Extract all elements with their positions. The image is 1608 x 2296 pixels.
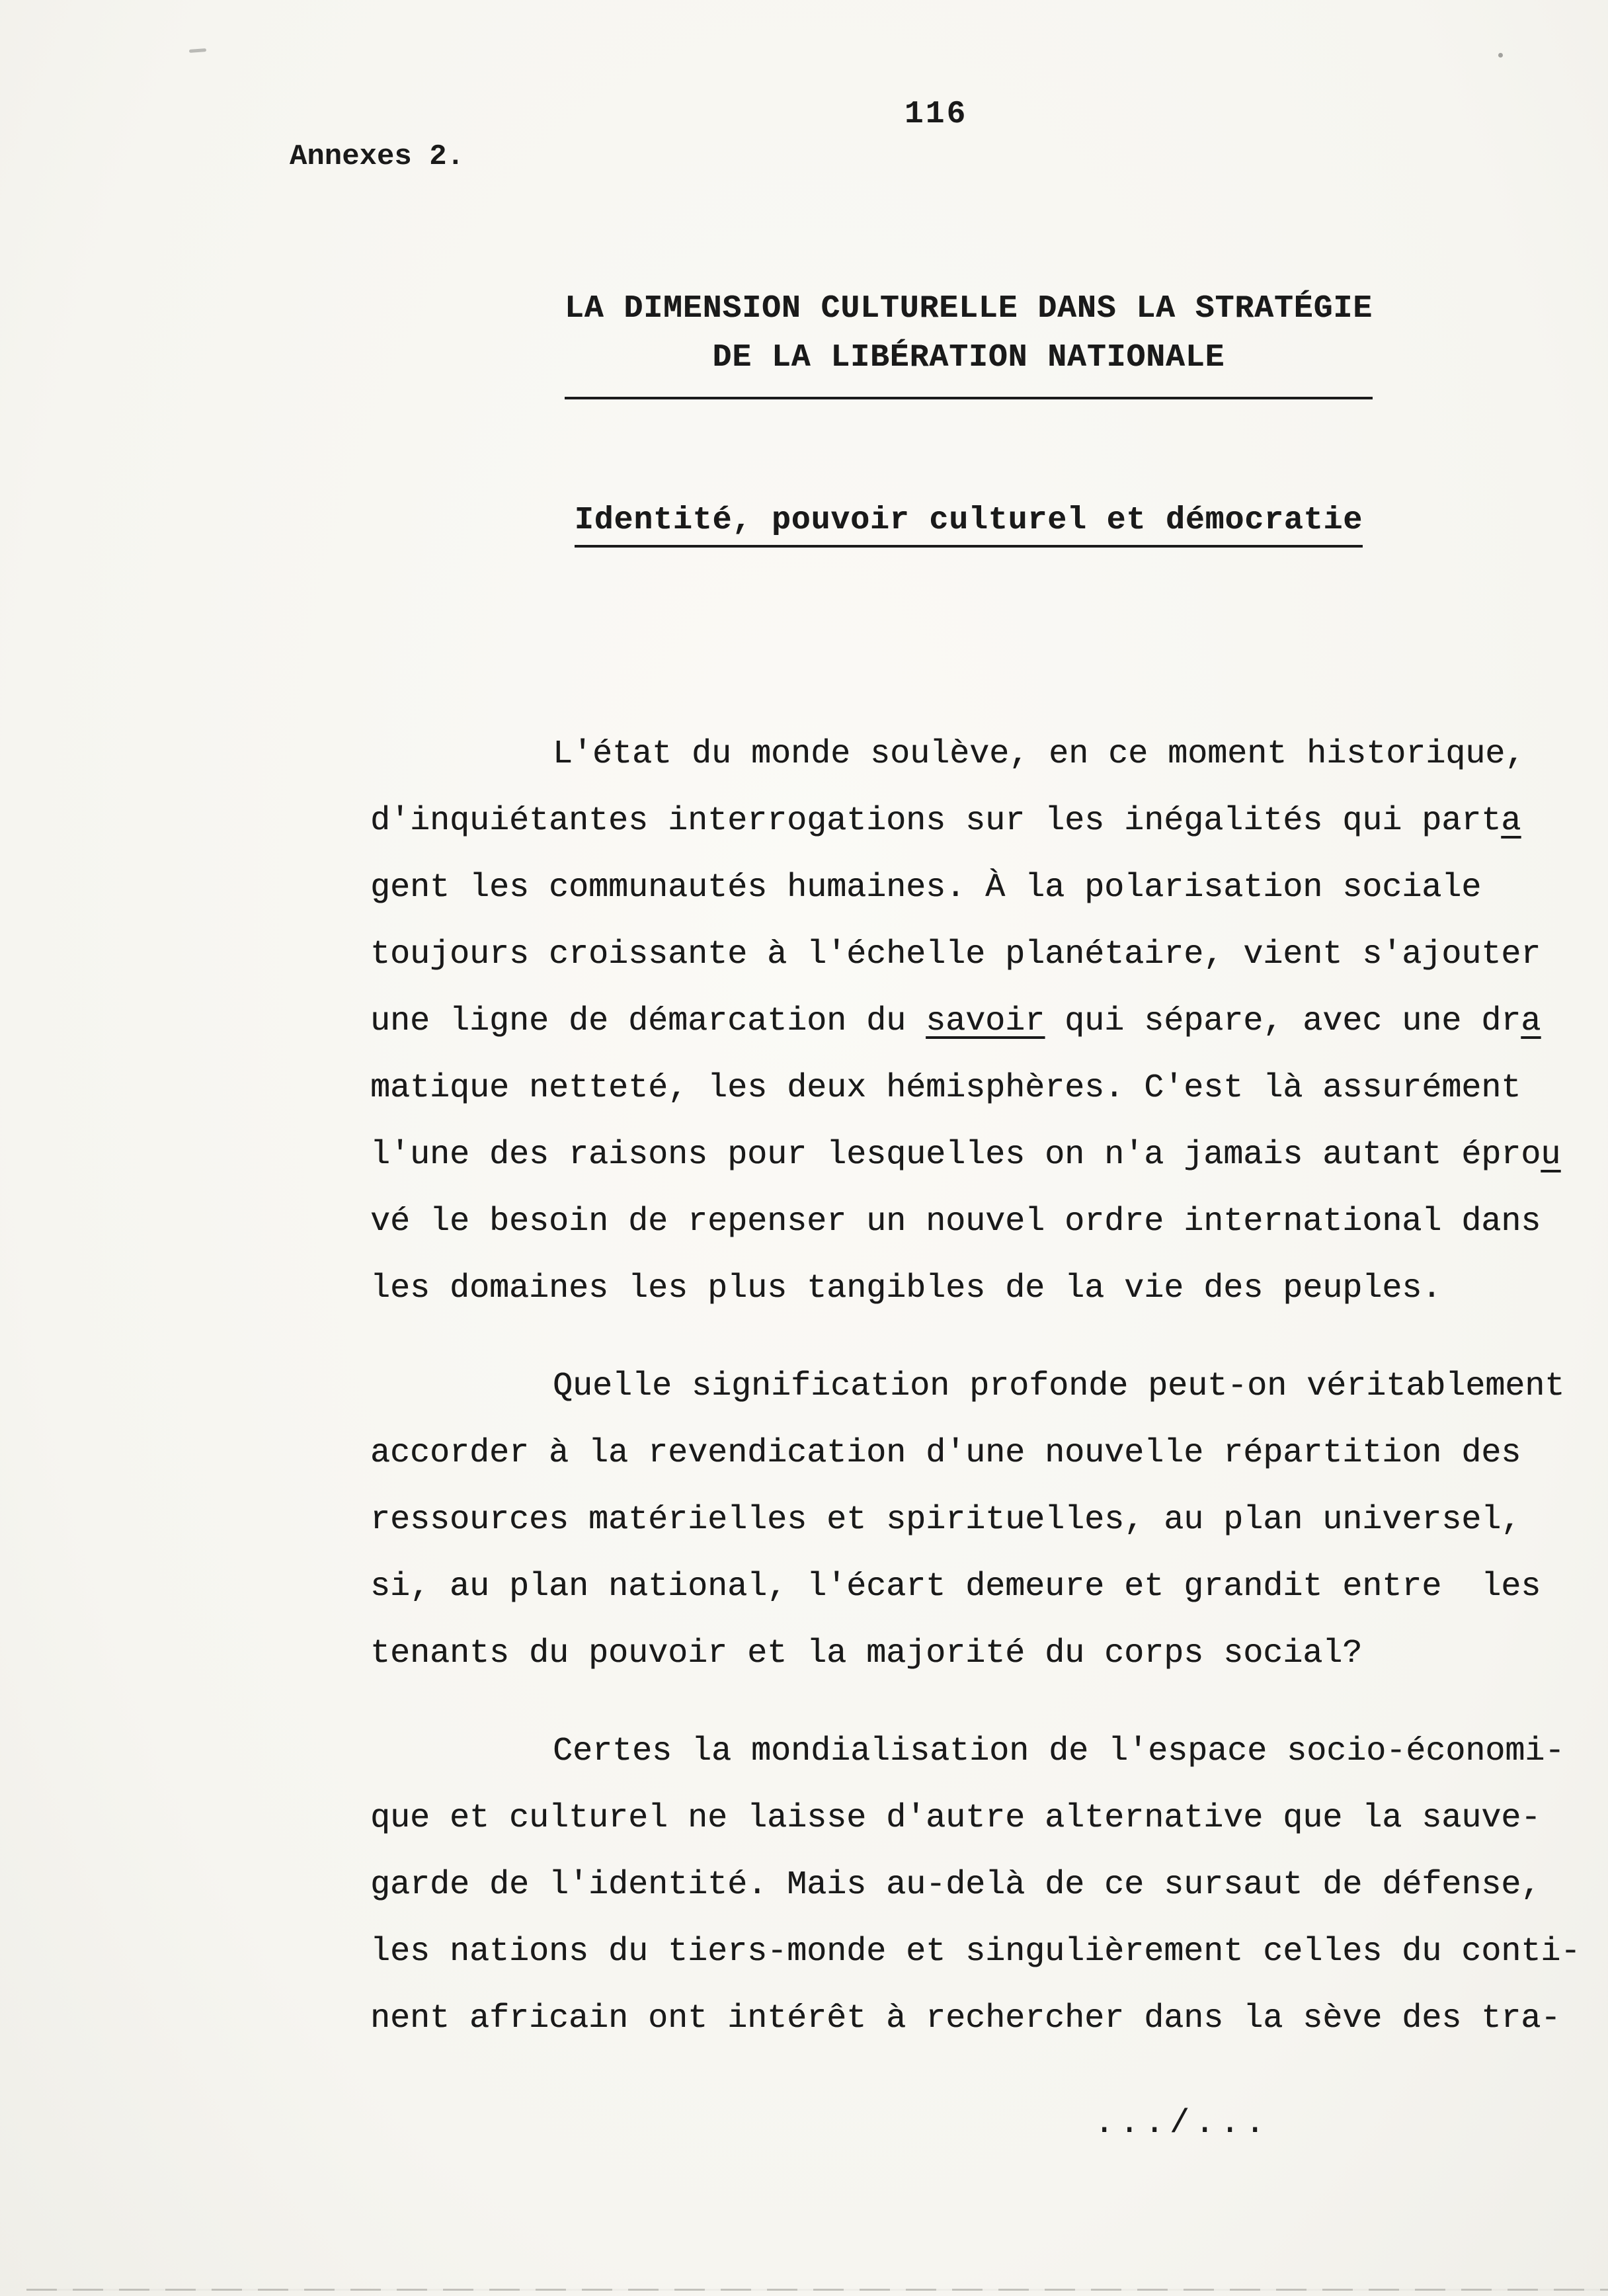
paragraph-line [370, 1553, 1567, 1620]
text-segment: nent africain ont intérêt à rechercher dans la sève des tra- [370, 2000, 1561, 2037]
text-segment: si, au plan national, l'écart demeure et grandit entre les [370, 1568, 1541, 1606]
text-segment: vé le besoin de repenser un nouvel ordre international dans [370, 1203, 1541, 1241]
document-title [565, 284, 1373, 399]
text-segment: ressources matérielles et spirituelles, au plan universel, [370, 1501, 1521, 1539]
paragraphs [370, 721, 1581, 2052]
paragraph [370, 721, 1567, 1322]
paragraph-line [370, 1852, 1567, 1918]
paragraph-line [370, 1188, 1567, 1255]
annex-label: Annexes 2. [290, 140, 465, 173]
paragraph-line [370, 921, 1567, 988]
text-segment: accorder à la revendication d'une nouvelle répartition des [370, 1434, 1521, 1472]
text-segment: toujours croissante à l'échelle planétaire, vient s'ajouter [370, 936, 1541, 973]
underlined-text: u [1541, 1136, 1561, 1174]
paragraph-line [370, 1718, 1567, 1785]
text-segment: les domaines les plus tangibles de la vie des peuples. [370, 1270, 1442, 1307]
text-segment: gent les communautés humaines. À la polarisation sociale [370, 869, 1482, 907]
paragraph-line [370, 1985, 1567, 2052]
text-segment: les nations du tiers-monde et singulièrement celles du conti- [370, 1933, 1581, 1971]
text-segment: L'état du monde soulève, en ce moment historique, [553, 735, 1525, 773]
paragraph-line [370, 1918, 1581, 1985]
document-title-line-2: DE LA LIBÉRATION NATIONALE [712, 340, 1225, 376]
subtitle-block [370, 503, 1567, 548]
page-number: 116 [904, 97, 968, 132]
text-segment: l'une des raisons pour lesquelles on n'a jamais autant épro [370, 1136, 1541, 1174]
text-segment: Quelle signification profonde peut-on véritablement [553, 1368, 1565, 1405]
text-segment: garde de l'identité. Mais au-delà de ce sursaut de défense, [370, 1866, 1541, 1904]
underlined-text: a [1521, 1003, 1541, 1040]
paragraph-line [370, 1122, 1567, 1188]
paragraph-line [370, 1255, 1567, 1322]
scan-artifact-line [26, 2289, 1608, 2291]
document-title-line-1: LA DIMENSION CULTURELLE DANS LA STRATÉGIE [565, 291, 1373, 327]
paragraph [370, 1353, 1567, 1687]
paragraph-line [370, 1055, 1567, 1122]
paragraph-line [370, 1487, 1567, 1553]
text-segment: matique netteté, les deux hémisphères. C'est là assurément [370, 1069, 1521, 1107]
text-segment: qui sépare, avec une dr [1045, 1003, 1521, 1040]
scan-smudge [189, 48, 206, 53]
text-segment: que et culturel ne laisse d'autre alternative que la sauve- [370, 1799, 1541, 1837]
continuation-mark: .../... [1094, 2105, 1271, 2143]
document-subtitle: Identité, pouvoir culturel et démocratie [575, 503, 1363, 548]
text-segment: une ligne de démarcation du [370, 1003, 926, 1040]
paragraph-line [370, 854, 1567, 921]
paragraph [370, 1718, 1581, 2052]
paragraph-line [370, 1420, 1567, 1487]
paragraph-line [370, 1620, 1567, 1687]
text-segment: tenants du pouvoir et la majorité du corps social? [370, 1635, 1363, 1672]
paragraph-line [370, 721, 1567, 788]
underlined-text: savoir [926, 1003, 1045, 1040]
text-segment: d'inquiétantes interrogations sur les inégalités qui part [370, 802, 1502, 840]
text-segment: Certes la mondialisation de l'espace socio-économi- [553, 1733, 1565, 1770]
paragraph-line [370, 1353, 1567, 1420]
title-block [370, 284, 1567, 399]
paragraph-line [370, 988, 1567, 1055]
document-body [370, 0, 1581, 2143]
paragraph-line [370, 1785, 1567, 1852]
paragraph-line [370, 788, 1567, 854]
underlined-text: a [1501, 802, 1521, 840]
